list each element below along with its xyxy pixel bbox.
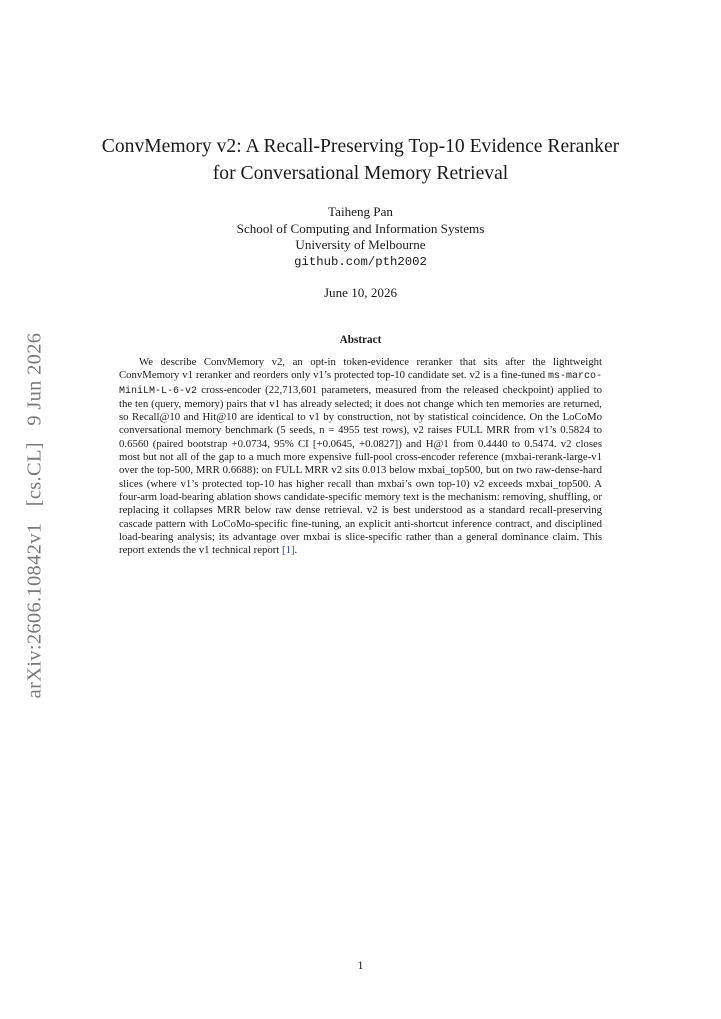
author-block	[0, 204, 721, 270]
author-affiliation: School of Computing and Information Systems	[236, 220, 485, 236]
citation-link[interactable]: [1]	[281, 544, 295, 557]
abstract-body	[119, 356, 602, 557]
arxiv-identifier-stamp	[24, 322, 47, 699]
abstract-model-name: ms-marco-MiniLM-L-6-v2	[119, 371, 602, 397]
arxiv-category: [cs.CL]	[23, 442, 46, 507]
arxiv-date: 9 Jun 2026	[23, 332, 46, 426]
author-name: Taiheng Pan	[328, 204, 393, 219]
abstract-text-part-1: We describe ConvMemory v2, an opt-in token-evidence reranker that sits after the lightweight ConvMemory v1 reranker and reorders only v1’s protected top-10 candidate set. v2 is a fine-tuned	[119, 356, 602, 382]
page-number: 1	[357, 958, 364, 972]
paper-title-line-1: ConvMemory v2: A Recall-Preserving Top-10 Evidence Reranker	[101, 136, 620, 157]
abstract-heading: Abstract	[339, 334, 382, 346]
paper-title-line-2: for Conversational Memory Retrieval	[212, 163, 509, 184]
arxiv-id: arXiv:2606.10842v1	[23, 522, 46, 699]
paper-title	[0, 133, 721, 187]
paper-date: June 10, 2026	[323, 285, 398, 300]
author-institution: University of Melbourne	[295, 237, 426, 252]
abstract-text-part-2: cross-encoder (22,713,601 parameters, measured from the released checkpoint) applied to the ten (query, memory) pairs that v1 has already selected; it does not change which ten memories are returned, so Recall@10 and Hit@10 are identical to v1 by construction, not by statistical coincidence. On the LoCoMo conversational memory benchmark (5 seeds, n = 4955 test rows), v2 raises FULL MRR from v1’s 0.5824 to 0.6560 (paired bootstrap +0.0734, 95% CI [+0.0645, +0.0827]) and H@1 from 0.4440 to 0.5474. v2 closes most but not all of the gap to a much more expensive full-pool cross-encoder reference (mxbai-rerank-large-v1 over the top-500, MRR 0.6688): on FULL MRR v2 sits 0.013 below mxbai_top500, but on two raw-dense-hard slices (where v1’s protected top-10 has higher recall than mxbai’s own top-10) v2 exceeds mxbai_top500. A four-arm load-bearing ablation shows candidate-specific memory text is the mechanism: removing, shuffling, or replacing it collapses MRR below raw dense retrieval. v2 is best understood as a standard recall-preserving cascade pattern with LoCoMo-specific fine-tuning, an explicit anti-shortcut inference contract, and disciplined load-bearing analysis; its advantage over mxbai is slice-specific rather than a general dominance claim. This report extends the v1 technical report	[119, 383, 602, 557]
abstract-text-end: .	[294, 544, 298, 557]
author-github-link[interactable]: github.com/pth2002	[294, 254, 427, 269]
